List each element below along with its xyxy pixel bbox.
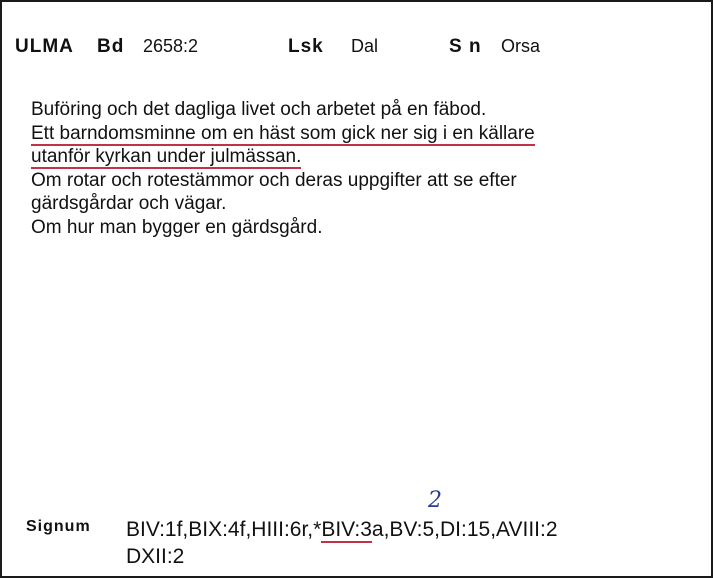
corrected-signum: BIV:3 — [321, 518, 372, 541]
body-line — [31, 122, 671, 146]
signum-value — [126, 516, 558, 570]
signum-line-2: DXII:2 — [126, 545, 185, 568]
underlined-text: Ett barndomsminne om en häst som gick ner sig i en källare — [31, 122, 535, 144]
card-body — [31, 98, 671, 240]
sn-label: S n — [449, 36, 482, 57]
body-line: Om hur man bygger en gärdsgård. — [31, 216, 323, 238]
signum-line-1: BIV:1f,BIX:4f,HIII:6r,*BIV:3a,BV:5,DI:15,AVIII:2 — [126, 518, 558, 541]
lsk-value: Dal — [351, 36, 379, 56]
bd-value: 2658:2 — [143, 36, 199, 56]
body-line — [31, 145, 671, 169]
archive-label: ULMA — [15, 36, 74, 57]
bd-label: Bd — [97, 36, 125, 57]
signum-label: Signum — [26, 518, 91, 535]
body-line: Om rotar och rotestämmor och deras uppgifter att se efter — [31, 169, 517, 191]
underlined-text: utanför kyrkan under julmässan. — [31, 146, 302, 168]
body-line: Buföring och det dagliga livet och arbetet på en fäbod. — [31, 99, 487, 120]
body-line: gärdsgårdar och vägar. — [31, 193, 227, 215]
sn-value: Orsa — [501, 36, 541, 56]
handwritten-correction: 2 — [428, 488, 442, 513]
lsk-label: Lsk — [288, 36, 324, 57]
